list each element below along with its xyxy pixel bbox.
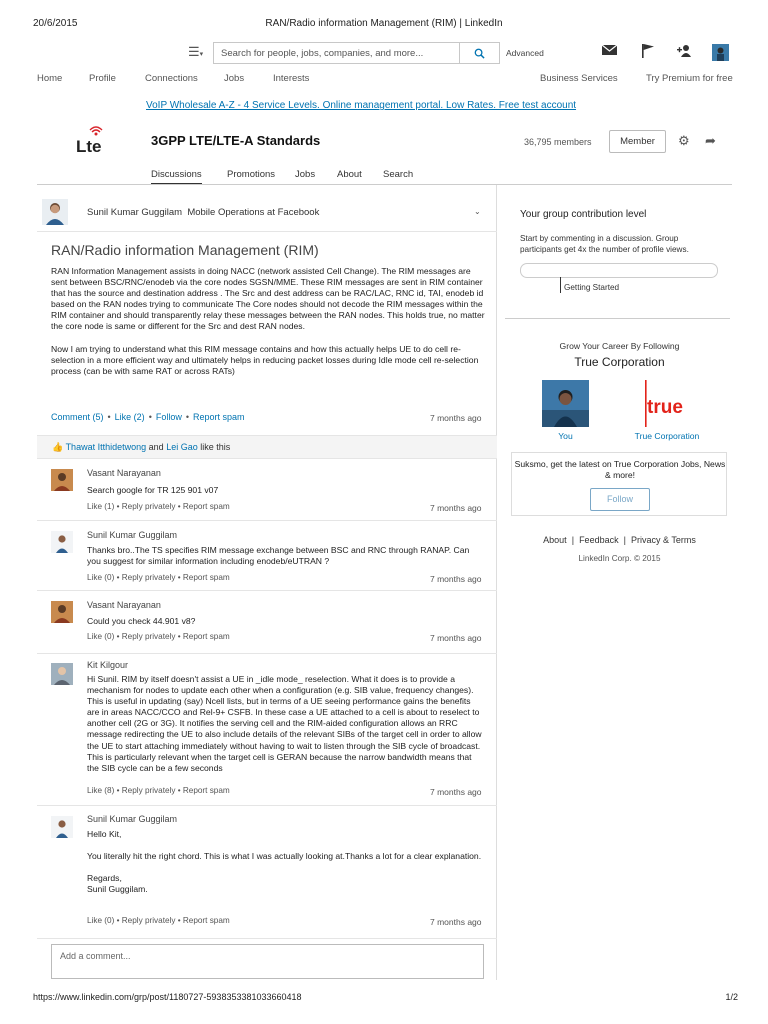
reply-privately-link[interactable]: Reply privately	[121, 632, 176, 641]
report-spam-link[interactable]: Report spam	[182, 573, 230, 582]
advanced-search-link[interactable]: Advanced	[506, 48, 544, 58]
ad-link[interactable]: VoIP Wholesale A-Z - 4 Service Levels. Online management portal. Low Rates. Free test account	[146, 100, 577, 111]
thumbs-up-icon: 👍	[52, 442, 64, 452]
nav-business-services[interactable]: Business Services	[540, 73, 618, 84]
comment-body	[87, 674, 482, 774]
comment-time: 7 months ago	[430, 574, 482, 584]
add-connection-icon[interactable]	[676, 44, 692, 60]
nav-try-premium[interactable]: Try Premium for free	[646, 73, 733, 84]
progress-marker	[560, 277, 561, 293]
comment-link[interactable]: Comment (5)	[51, 412, 104, 422]
comment-author-name[interactable]: Kit Kilgour	[87, 660, 129, 670]
footer-about-link[interactable]: About	[543, 535, 567, 545]
copyright: LinkedIn Corp. © 2015	[578, 554, 661, 563]
comment-text: Hi Sunil. RIM by itself doesn't assist a UE in _idle mode_ reselection. What it does is to provide a mechanism for nodes to update each other when a configuration (e.g. SIB value, frequency changes). This is useful in updating (say) Ncell lists, but in terms of a UE seeing performance gains the benefits are in areas NACC/CCO and Rel-9+ CSFB. In these case a UE attached to a cell is about to reselect to another cell (2G or 3G). It notifies the serving cell and the RIM-aided configuration allows an RRC message redirecting the UE to also include details of the relevant SIBs of the target cell in order to allow the UE to start attaching immediately without having to wait to listen through the SIB cycle of broadcast. This is particularly relevant when the target cell is GERAN because the narrow bandwidth means that the SIB cycle can be a few seconds	[87, 674, 482, 773]
comment-time: 7 months ago	[430, 917, 482, 927]
reply-privately-link[interactable]: Reply privately	[121, 916, 176, 925]
footer-privacy-link[interactable]: Privacy & Terms	[630, 535, 696, 545]
share-icon[interactable]: ➦	[705, 133, 716, 148]
you-avatar[interactable]	[542, 380, 589, 427]
comment-actions: Like (8) • Reply privately • Report spam	[87, 786, 230, 795]
reply-privately-link[interactable]: Reply privately	[121, 502, 176, 511]
reply-privately-link[interactable]: Reply privately	[121, 573, 176, 582]
likes-and: and	[148, 442, 164, 452]
tab-search[interactable]: Search	[383, 169, 414, 180]
print-page-number: 1/2	[725, 992, 738, 1002]
tab-jobs[interactable]: Jobs	[295, 169, 316, 180]
sidebar-divider	[505, 318, 730, 319]
likes-suffix: like this	[200, 442, 231, 452]
comment-body	[87, 829, 482, 895]
footer-links	[507, 535, 732, 545]
comment-actions: Like (0) • Reply privately • Report spam	[87, 632, 230, 641]
report-spam-link[interactable]: Report spam	[193, 412, 245, 422]
post-paragraph: Now I am trying to understand what this RIM message contains and how this actually helps UE to do cell re-selection in a more efficient way and ultimately helps in reducing packet losses during Idle mode cell re-selection process (can be with same RAT or across RATs)	[51, 343, 479, 376]
grow-title: Grow Your Career By Following	[559, 341, 680, 351]
comment-author-name[interactable]: Sunil Kumar Guggilam	[87, 814, 178, 824]
comment-author-name[interactable]: Vasant Narayanan	[87, 468, 161, 478]
nav-jobs[interactable]: Jobs	[224, 73, 245, 84]
menu-icon[interactable]: ☰▾	[188, 44, 204, 59]
post-paragraph: RAN Information Management assists in doing NACC (network assisted Cell Change). The RIM messages are sent between BSC/RNC/enodeb via the core nodes SGSN/MME. These RIM messages are sent in RIM container that has the source and destination address . The Src and dest address can be RAC/LAC, RNC id, TAI, enodeb id based on the RAN nodes trying to communicate The Core nodes should not decode the RIM messages within the RIM container and should transparently relay these messages between the RAN nodes. This holds true, no matter the core node is same or different for the Src and dest RAN nodes.	[51, 266, 485, 332]
liker-link[interactable]: Thawat Itthidetwong	[65, 442, 147, 452]
contribution-title: Your group contribution level	[520, 209, 647, 220]
like-link[interactable]: Like (2)	[114, 412, 145, 422]
search-icon	[474, 48, 485, 59]
post-body	[51, 266, 487, 388]
comment-author-avatar[interactable]	[51, 816, 73, 838]
flag-icon[interactable]	[640, 44, 656, 60]
comment-author-name[interactable]: Vasant Narayanan	[87, 600, 161, 610]
tab-discussions[interactable]: Discussions	[151, 169, 202, 185]
post-actions: Comment (5) • Like (2) • Follow • Report spam	[51, 412, 245, 422]
footer-separator: |	[571, 535, 575, 545]
comment-actions: Like (0) • Reply privately • Report spam	[87, 573, 230, 582]
post-author-line	[87, 207, 319, 218]
comment-like-link[interactable]: Like (0)	[87, 632, 115, 641]
report-spam-link[interactable]: Report spam	[182, 916, 230, 925]
report-spam-link[interactable]: Report spam	[182, 786, 230, 795]
nav-home[interactable]: Home	[37, 73, 63, 84]
print-title: RAN/Radio information Management (RIM) | LinkedIn	[265, 18, 503, 29]
comment-text: You literally hit the right chord. This is what I was actually looking at.Thanks a lot for a clear explanation.	[87, 851, 482, 862]
comment-actions: Like (0) • Reply privately • Report spam	[87, 916, 230, 925]
reply-privately-link[interactable]: Reply privately	[121, 786, 176, 795]
comment-body	[87, 616, 482, 627]
messages-icon[interactable]	[601, 44, 617, 60]
print-url: https://www.linkedin.com/grp/post/1180727-5938353381033660418	[33, 992, 302, 1002]
svg-text:Lte: Lte	[76, 137, 102, 156]
comment-time: 7 months ago	[430, 787, 482, 797]
report-spam-link[interactable]: Report spam	[182, 502, 230, 511]
comment-body	[87, 485, 482, 496]
liker-link[interactable]: Lei Gao	[166, 442, 198, 452]
comment-author-avatar[interactable]	[51, 469, 73, 491]
chevron-down-icon[interactable]: ⌄	[474, 207, 481, 216]
follow-text: Suksmo, get the latest on True Corporation Jobs, News & more!	[514, 459, 726, 480]
follow-link[interactable]: Follow	[155, 412, 182, 422]
nav-connections[interactable]: Connections	[145, 73, 198, 84]
you-label[interactable]: You	[558, 431, 573, 441]
post-author-avatar[interactable]	[42, 199, 68, 225]
comment-like-link[interactable]: Like (0)	[87, 916, 115, 925]
comment-text: Hello Kit,	[87, 829, 122, 839]
tab-promotions[interactable]: Promotions	[227, 169, 276, 180]
comment-text: Thanks bro..The TS specifies RIM message exchange between BSC and RNC through RANAP. Can you suggest for similar information including enodeb/eUTRAN ?	[87, 545, 470, 567]
footer-separator: |	[623, 535, 626, 545]
comment-time: 7 months ago	[430, 503, 482, 513]
contribution-progress	[520, 263, 718, 278]
company-label[interactable]: True Corporation	[634, 431, 700, 441]
member-button[interactable]: Member	[609, 130, 666, 153]
likes-text	[52, 442, 230, 453]
comment-text: Search google for TR 125 901 v07	[87, 485, 219, 495]
post-author-name[interactable]: Sunil Kumar Guggilam	[87, 207, 183, 218]
tab-about[interactable]: About	[337, 169, 362, 180]
post-divider	[37, 231, 497, 232]
comment-text: Could you check 44.901 v8?	[87, 616, 196, 626]
print-date: 20/6/2015	[33, 18, 78, 29]
svg-text:true: true	[647, 397, 683, 418]
comment-author-name[interactable]: Sunil Kumar Guggilam	[87, 530, 178, 540]
post-author-headline: Mobile Operations at Facebook	[187, 207, 320, 218]
comment-body	[87, 545, 482, 567]
search-input[interactable]: Search for people, jobs, companies, and more...	[213, 42, 460, 64]
nav-profile[interactable]: Profile	[89, 73, 116, 84]
footer-feedback-link[interactable]: Feedback	[579, 535, 619, 545]
gear-icon[interactable]: ⚙	[678, 133, 690, 148]
nav-interests[interactable]: Interests	[273, 73, 310, 84]
comment-like-link[interactable]: Like (1)	[87, 502, 115, 511]
progress-label: Getting Started	[564, 283, 620, 292]
comment-text: Regards, Sunil Guggilam.	[87, 873, 148, 895]
post-title: RAN/Radio information Management (RIM)	[51, 242, 319, 258]
comment-actions: Like (1) • Reply privately • Report spam	[87, 502, 230, 511]
add-comment-input[interactable]: Add a comment...	[51, 944, 484, 979]
comment-like-link[interactable]: Like (8)	[87, 786, 115, 795]
grow-company[interactable]: True Corporation	[574, 355, 665, 369]
follow-button[interactable]: Follow	[590, 488, 650, 511]
contribution-text: Start by commenting in a discussion. Group participants get 4x the number of profile views.	[520, 234, 689, 254]
comment-author-avatar[interactable]	[51, 531, 73, 553]
profile-avatar[interactable]	[712, 44, 729, 61]
comment-author-avatar[interactable]	[51, 601, 73, 623]
group-name[interactable]: 3GPP LTE/LTE-A Standards	[151, 133, 321, 148]
comment-author-avatar[interactable]	[51, 663, 73, 685]
post-time: 7 months ago	[430, 413, 482, 423]
report-spam-link[interactable]: Report spam	[182, 632, 230, 641]
comment-time: 7 months ago	[430, 633, 482, 643]
search-button[interactable]	[460, 42, 500, 64]
true-corporation-logo[interactable]	[642, 380, 692, 427]
group-logo[interactable]	[72, 124, 116, 158]
comment-like-link[interactable]: Like (0)	[87, 573, 115, 582]
group-members-count[interactable]: 36,795 members	[524, 137, 592, 147]
